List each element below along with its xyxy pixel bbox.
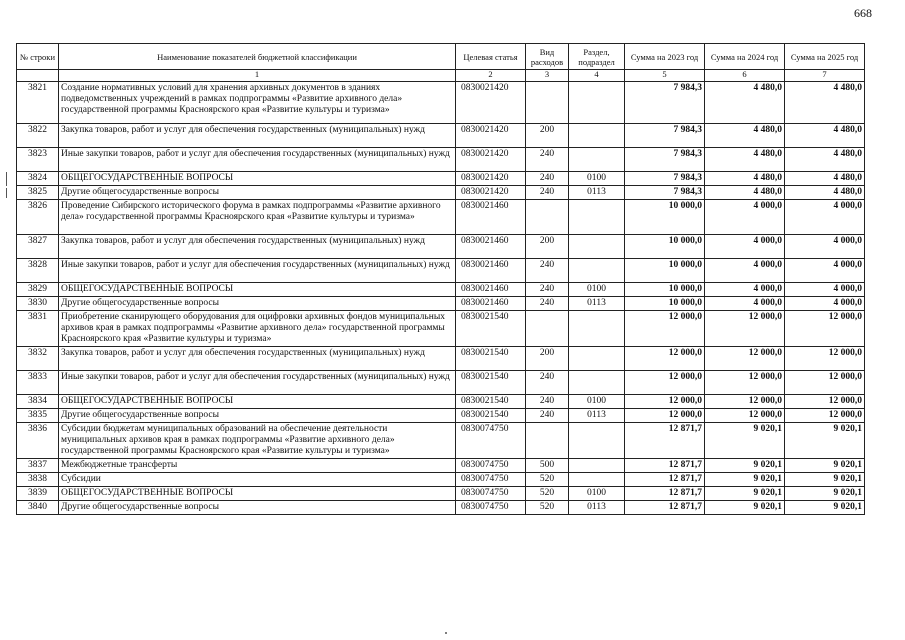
sum-2024-cell: 9 020,1 (705, 423, 785, 459)
section-cell (569, 459, 625, 473)
sum-2025-cell: 4 480,0 (785, 124, 865, 148)
header-section: Раздел, подраздел (569, 44, 625, 70)
indicator-name-cell: ОБЩЕГОСУДАРСТВЕННЫЕ ВОПРОСЫ (59, 487, 456, 501)
row-number-cell: 3831 (17, 311, 59, 347)
table-row (17, 235, 865, 259)
expense-type-cell: 200 (526, 124, 569, 148)
sum-2024-cell: 9 020,1 (705, 459, 785, 473)
indicator-name-cell: Межбюджетные трансферты (59, 459, 456, 473)
table-row (17, 473, 865, 487)
section-cell: 0113 (569, 409, 625, 423)
expense-type-cell: 520 (526, 501, 569, 515)
indicator-name-cell: Другие общегосударственные вопросы (59, 501, 456, 515)
expense-type-cell: 240 (526, 172, 569, 186)
section-cell (569, 82, 625, 124)
column-number: 1 (59, 70, 456, 82)
column-number: 4 (569, 70, 625, 82)
header-expense-type: Вид расходов (526, 44, 569, 70)
section-cell (569, 311, 625, 347)
sum-2024-cell: 4 000,0 (705, 200, 785, 235)
sum-2025-cell: 9 020,1 (785, 501, 865, 515)
column-number-blank (17, 70, 59, 82)
sum-2024-cell: 4 480,0 (705, 148, 785, 172)
sum-2025-cell: 4 000,0 (785, 235, 865, 259)
target-item-cell: 0830021420 (456, 172, 526, 186)
section-cell (569, 423, 625, 459)
sum-2025-cell: 4 480,0 (785, 148, 865, 172)
column-number-row (17, 70, 865, 82)
target-item-cell: 0830021460 (456, 283, 526, 297)
target-item-cell: 0830021420 (456, 148, 526, 172)
table-row (17, 124, 865, 148)
sum-2023-cell: 7 984,3 (625, 172, 705, 186)
sum-2025-cell: 4 000,0 (785, 283, 865, 297)
indicator-name-cell: Другие общегосударственные вопросы (59, 297, 456, 311)
table-row (17, 82, 865, 124)
sum-2023-cell: 12 871,7 (625, 487, 705, 501)
target-item-cell: 0830021460 (456, 235, 526, 259)
sum-2024-cell: 12 000,0 (705, 409, 785, 423)
column-number: 2 (456, 70, 526, 82)
scan-artifact (6, 188, 7, 198)
sum-2024-cell: 9 020,1 (705, 487, 785, 501)
expense-type-cell (526, 82, 569, 124)
indicator-name-cell: Приобретение сканирующего оборудования для оцифровки архивных фондов муниципальных архивов края в рамках подпрограммы «Развитие архивного дела» государственной программы Красноярского края «Развитие культуры и туризма» (59, 311, 456, 347)
expense-type-cell: 240 (526, 283, 569, 297)
sum-2025-cell: 9 020,1 (785, 487, 865, 501)
sum-2025-cell: 12 000,0 (785, 311, 865, 347)
sum-2025-cell: 4 480,0 (785, 82, 865, 124)
expense-type-cell: 240 (526, 409, 569, 423)
target-item-cell: 0830021540 (456, 347, 526, 371)
sum-2025-cell: 4 000,0 (785, 200, 865, 235)
indicator-name-cell: ОБЩЕГОСУДАРСТВЕННЫЕ ВОПРОСЫ (59, 395, 456, 409)
table-row (17, 283, 865, 297)
section-cell: 0100 (569, 487, 625, 501)
section-cell (569, 473, 625, 487)
section-cell: 0100 (569, 395, 625, 409)
table-row (17, 347, 865, 371)
row-number-cell: 3825 (17, 186, 59, 200)
section-cell (569, 371, 625, 395)
row-number-cell: 3824 (17, 172, 59, 186)
page-number: 668 (854, 6, 872, 20)
row-number-cell: 3827 (17, 235, 59, 259)
indicator-name-cell: ОБЩЕГОСУДАРСТВЕННЫЕ ВОПРОСЫ (59, 283, 456, 297)
expense-type-cell (526, 423, 569, 459)
target-item-cell: 0830021540 (456, 409, 526, 423)
row-number-cell: 3821 (17, 82, 59, 124)
sum-2023-cell: 12 871,7 (625, 473, 705, 487)
indicator-name-cell: Проведение Сибирского исторического форума в рамках подпрограммы «Развитие архивного дела» государственной программы Красноярского края «Развитие культуры и туризма» (59, 200, 456, 235)
scan-artifact (6, 172, 7, 186)
header-sum-2024: Сумма на 2024 год (705, 44, 785, 70)
indicator-name-cell: Другие общегосударственные вопросы (59, 186, 456, 200)
table-row (17, 200, 865, 235)
table-row (17, 371, 865, 395)
target-item-cell: 0830021540 (456, 371, 526, 395)
sum-2023-cell: 7 984,3 (625, 186, 705, 200)
target-item-cell: 0830021460 (456, 200, 526, 235)
table-row (17, 501, 865, 515)
indicator-name-cell: ОБЩЕГОСУДАРСТВЕННЫЕ ВОПРОСЫ (59, 172, 456, 186)
expense-type-cell (526, 311, 569, 347)
indicator-name-cell: Иные закупки товаров, работ и услуг для обеспечения государственных (муниципальных) нужд (59, 148, 456, 172)
sum-2024-cell: 4 480,0 (705, 124, 785, 148)
target-item-cell: 0830074750 (456, 423, 526, 459)
sum-2025-cell: 4 000,0 (785, 259, 865, 283)
expense-type-cell: 240 (526, 186, 569, 200)
sum-2025-cell: 4 480,0 (785, 172, 865, 186)
sum-2023-cell: 10 000,0 (625, 259, 705, 283)
table-row (17, 409, 865, 423)
sum-2024-cell: 9 020,1 (705, 473, 785, 487)
indicator-name-cell: Закупка товаров, работ и услуг для обеспечения государственных (муниципальных) нужд (59, 347, 456, 371)
expense-type-cell: 240 (526, 395, 569, 409)
target-item-cell: 0830021540 (456, 311, 526, 347)
sum-2024-cell: 9 020,1 (705, 501, 785, 515)
row-number-cell: 3823 (17, 148, 59, 172)
sum-2023-cell: 10 000,0 (625, 235, 705, 259)
expense-type-cell: 520 (526, 487, 569, 501)
indicator-name-cell: Другие общегосударственные вопросы (59, 409, 456, 423)
sum-2024-cell: 4 000,0 (705, 259, 785, 283)
sum-2024-cell: 12 000,0 (705, 311, 785, 347)
table-row (17, 297, 865, 311)
row-number-cell: 3840 (17, 501, 59, 515)
header-target-item: Целевая статья (456, 44, 526, 70)
budget-table (16, 43, 865, 515)
sum-2023-cell: 12 871,7 (625, 459, 705, 473)
sum-2023-cell: 12 000,0 (625, 371, 705, 395)
sum-2023-cell: 12 000,0 (625, 409, 705, 423)
table-row (17, 311, 865, 347)
row-number-cell: 3830 (17, 297, 59, 311)
row-number-cell: 3838 (17, 473, 59, 487)
section-cell (569, 148, 625, 172)
table-body (17, 82, 865, 515)
table-row (17, 459, 865, 473)
section-cell: 0113 (569, 186, 625, 200)
sum-2023-cell: 12 000,0 (625, 311, 705, 347)
sum-2023-cell: 7 984,3 (625, 124, 705, 148)
column-number: 3 (526, 70, 569, 82)
sum-2023-cell: 12 871,7 (625, 501, 705, 515)
table-row (17, 148, 865, 172)
section-cell (569, 200, 625, 235)
header-row-number: № строки (17, 44, 59, 70)
row-number-cell: 3828 (17, 259, 59, 283)
sum-2023-cell: 10 000,0 (625, 200, 705, 235)
section-cell (569, 347, 625, 371)
table-row (17, 259, 865, 283)
sum-2025-cell: 12 000,0 (785, 395, 865, 409)
indicator-name-cell: Закупка товаров, работ и услуг для обеспечения государственных (муниципальных) нужд (59, 124, 456, 148)
target-item-cell: 0830021420 (456, 124, 526, 148)
indicator-name-cell: Создание нормативных условий для хранения архивных документов в зданиях подведомственных учреждений в рамках подпрограммы «Развитие архивного дела» государственной программы Красноярского края «Развитие культуры и туризма» (59, 82, 456, 124)
expense-type-cell: 520 (526, 473, 569, 487)
column-number: 5 (625, 70, 705, 82)
section-cell (569, 235, 625, 259)
table-row (17, 423, 865, 459)
sum-2024-cell: 4 480,0 (705, 186, 785, 200)
row-number-cell: 3833 (17, 371, 59, 395)
sum-2025-cell: 4 480,0 (785, 186, 865, 200)
section-cell (569, 124, 625, 148)
sum-2023-cell: 7 984,3 (625, 82, 705, 124)
column-number: 6 (705, 70, 785, 82)
sum-2025-cell: 9 020,1 (785, 423, 865, 459)
target-item-cell: 0830021460 (456, 259, 526, 283)
row-number-cell: 3839 (17, 487, 59, 501)
sum-2024-cell: 4 480,0 (705, 82, 785, 124)
target-item-cell: 0830074750 (456, 473, 526, 487)
section-cell: 0100 (569, 172, 625, 186)
header-sum-2023: Сумма на 2023 год (625, 44, 705, 70)
sum-2023-cell: 10 000,0 (625, 297, 705, 311)
sum-2023-cell: 12 871,7 (625, 423, 705, 459)
row-number-cell: 3836 (17, 423, 59, 459)
expense-type-cell: 200 (526, 347, 569, 371)
sum-2024-cell: 4 480,0 (705, 172, 785, 186)
section-cell: 0113 (569, 501, 625, 515)
row-number-cell: 3834 (17, 395, 59, 409)
sum-2024-cell: 12 000,0 (705, 347, 785, 371)
target-item-cell: 0830021540 (456, 395, 526, 409)
sum-2023-cell: 10 000,0 (625, 283, 705, 297)
sum-2024-cell: 4 000,0 (705, 235, 785, 259)
header-sum-2025: Сумма на 2025 год (785, 44, 865, 70)
row-number-cell: 3835 (17, 409, 59, 423)
sum-2024-cell: 12 000,0 (705, 395, 785, 409)
expense-type-cell: 240 (526, 259, 569, 283)
header-name: Наименование показателей бюджетной классификации (59, 44, 456, 70)
sum-2024-cell: 4 000,0 (705, 283, 785, 297)
target-item-cell: 0830074750 (456, 501, 526, 515)
sum-2024-cell: 4 000,0 (705, 297, 785, 311)
expense-type-cell: 240 (526, 148, 569, 172)
sum-2025-cell: 9 020,1 (785, 473, 865, 487)
target-item-cell: 0830074750 (456, 487, 526, 501)
expense-type-cell: 240 (526, 371, 569, 395)
target-item-cell: 0830074750 (456, 459, 526, 473)
row-number-cell: 3829 (17, 283, 59, 297)
target-item-cell: 0830021460 (456, 297, 526, 311)
indicator-name-cell: Субсидии (59, 473, 456, 487)
expense-type-cell: 200 (526, 235, 569, 259)
row-number-cell: 3832 (17, 347, 59, 371)
target-item-cell: 0830021420 (456, 82, 526, 124)
sum-2024-cell: 12 000,0 (705, 371, 785, 395)
section-cell: 0100 (569, 283, 625, 297)
indicator-name-cell: Иные закупки товаров, работ и услуг для обеспечения государственных (муниципальных) нужд (59, 259, 456, 283)
row-number-cell: 3837 (17, 459, 59, 473)
table-row (17, 172, 865, 186)
column-number: 7 (785, 70, 865, 82)
indicator-name-cell: Иные закупки товаров, работ и услуг для обеспечения государственных (муниципальных) нужд (59, 371, 456, 395)
header-row (17, 44, 865, 70)
row-number-cell: 3826 (17, 200, 59, 235)
sum-2025-cell: 12 000,0 (785, 409, 865, 423)
row-number-cell: 3822 (17, 124, 59, 148)
sum-2023-cell: 12 000,0 (625, 395, 705, 409)
sum-2025-cell: 9 020,1 (785, 459, 865, 473)
sum-2025-cell: 12 000,0 (785, 371, 865, 395)
scan-artifact (445, 632, 447, 634)
expense-type-cell: 240 (526, 297, 569, 311)
expense-type-cell: 500 (526, 459, 569, 473)
sum-2025-cell: 4 000,0 (785, 297, 865, 311)
section-cell: 0113 (569, 297, 625, 311)
sum-2023-cell: 7 984,3 (625, 148, 705, 172)
indicator-name-cell: Закупка товаров, работ и услуг для обеспечения государственных (муниципальных) нужд (59, 235, 456, 259)
section-cell (569, 259, 625, 283)
expense-type-cell (526, 200, 569, 235)
table-row (17, 395, 865, 409)
target-item-cell: 0830021420 (456, 186, 526, 200)
table-row (17, 487, 865, 501)
table-row (17, 186, 865, 200)
sum-2025-cell: 12 000,0 (785, 347, 865, 371)
indicator-name-cell: Субсидии бюджетам муниципальных образований на обеспечение деятельности муниципальных архивов края в рамках подпрограммы «Развитие архивного дела» государственной программы Красноярского края «Развитие культуры и туризма» (59, 423, 456, 459)
sum-2023-cell: 12 000,0 (625, 347, 705, 371)
